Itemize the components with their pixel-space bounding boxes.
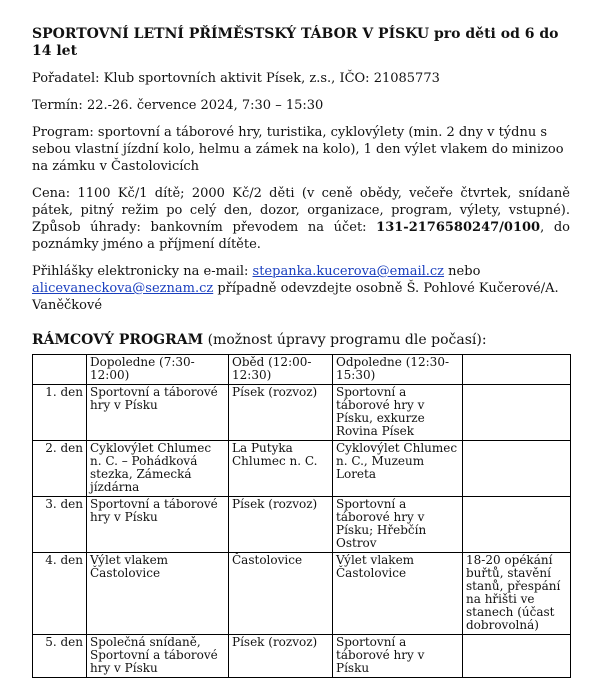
day-cell: 2. den <box>33 441 87 497</box>
price-text: Cena: 1100 Kč/1 dítě; 2000 Kč/2 děti (v ceně obědy, večeře čtvrtek, snídaně pátek, pitný režim po celý den, dozor, organizace, program, výlety, vstupné). Způsob úhrady: bankovním převodem na účet: <box>32 186 570 235</box>
email-link-kucerova[interactable]: stepanka.kucerova@email.cz <box>252 264 445 279</box>
signup-paragraph <box>32 263 570 314</box>
bank-account: 131-2176580247/0100 <box>376 220 541 235</box>
table-cell: Sportovní a táborové hry v Písku, exkurze Rovina Písek <box>333 385 463 441</box>
table-cell: Sportovní a táborové hry v Písku <box>87 385 229 441</box>
day-cell: 1. den <box>33 385 87 441</box>
term-line: Termín: 22.-26. července 2024, 7:30 – 15:30 <box>32 98 324 113</box>
table-header-row <box>33 355 571 385</box>
table-row <box>33 553 571 635</box>
title-main: SPORTOVNÍ LETNÍ PŘÍMĚSTSKÝ TÁBOR V PÍSKU <box>32 26 430 42</box>
table-cell: Sportovní a táborové hry v Písku; Hřebčín Ostrov <box>333 497 463 553</box>
day-cell: 5. den <box>33 635 87 678</box>
day-cell: 3. den <box>33 497 87 553</box>
header-cell: Oběd (12:00-12:30) <box>229 355 333 385</box>
table-row <box>33 497 571 553</box>
program-heading-note: (možnost úpravy programu dle počasí): <box>203 332 487 348</box>
header-cell <box>463 355 571 385</box>
table-cell: Sportovní a táborové hry v Písku <box>87 497 229 553</box>
signup-text: Přihlášky elektronicky na e-mail: <box>32 264 253 279</box>
table-cell: La Putyka Chlumec n. C. <box>229 441 333 497</box>
price-paragraph <box>32 185 570 253</box>
table-cell: Společná snídaně, Sportovní a táborové hry v Písku <box>87 635 229 678</box>
table-cell: Písek (rozvoz) <box>229 635 333 678</box>
header-cell: Dopoledne (7:30-12:00) <box>87 355 229 385</box>
document-page <box>32 26 570 678</box>
price-note: , do poznámky jméno a příjmení dítěte. <box>32 220 570 252</box>
table-cell: Výlet vlakem Častolovice <box>333 553 463 635</box>
table-cell: Písek (rozvoz) <box>229 385 333 441</box>
table-cell <box>463 497 571 553</box>
table-cell: Písek (rozvoz) <box>229 497 333 553</box>
table-cell <box>463 635 571 678</box>
table-cell: Cyklovýlet Chlumec n. C. – Pohádková stezka, Zámecká jízdárna <box>87 441 229 497</box>
program-paragraph: Program: sportovní a táborové hry, turistika, cyklovýlety (min. 2 dny v týdnu s sebou vlastní jízdní kolo, helmu a zámek na kolo), 1 den výlet vlakem do minizoo na zámku v Častolovicích <box>32 125 564 174</box>
document-title <box>32 26 570 60</box>
table-row <box>33 385 571 441</box>
table-row <box>33 441 571 497</box>
signup-alt: případně odevzdejte osobně Š. Pohlové Kučerové/A. Vaněčkové <box>32 281 559 313</box>
table-cell: Sportovní a táborové hry v Písku <box>333 635 463 678</box>
table-row <box>33 635 571 678</box>
program-heading <box>32 332 570 348</box>
table-cell <box>463 441 571 497</box>
table-cell: Cyklovýlet Chlumec n. C., Muzeum Loreta <box>333 441 463 497</box>
organizer-line: Pořadatel: Klub sportovních aktivit Písek, z.s., IČO: 21085773 <box>32 71 440 86</box>
signup-or: nebo <box>444 264 481 279</box>
table-cell: 18-20 opékání buřtů, stavění stanů, přespání na hřišti ve stanech (účast dobrovolná) <box>463 553 571 635</box>
table-cell: Častolovice <box>229 553 333 635</box>
title-age-range: pro děti od 6 do 14 let <box>32 26 559 59</box>
program-table <box>32 354 571 678</box>
program-heading-main: RÁMCOVÝ PROGRAM <box>32 332 204 348</box>
table-cell <box>463 385 571 441</box>
header-cell: Odpoledne (12:30-15:30) <box>333 355 463 385</box>
table-cell: Výlet vlakem Častolovice <box>87 553 229 635</box>
day-cell: 4. den <box>33 553 87 635</box>
header-cell <box>33 355 87 385</box>
email-link-vaneckova[interactable]: alicevaneckova@seznam.cz <box>32 281 214 296</box>
